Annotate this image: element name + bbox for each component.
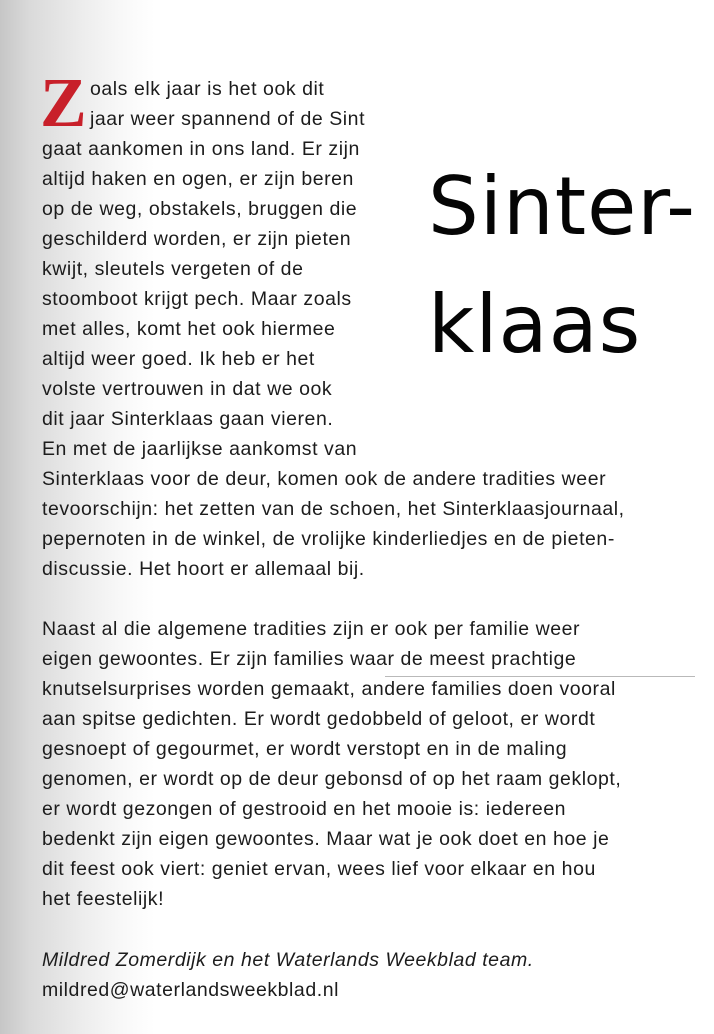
headline-line-1: Sinter- xyxy=(428,160,696,253)
text-line: dit jaar Sinterklaas gaan vieren. xyxy=(42,408,334,430)
text-line: geschilderd worden, er zijn pieten xyxy=(42,228,352,250)
paragraph-1-continued xyxy=(42,464,625,584)
text-line: altijd haken en ogen, er zijn beren xyxy=(42,168,354,190)
text-line: genomen, er wordt op de deur gebonsd of op het raam geklopt, xyxy=(42,768,622,790)
text-line: stoomboot krijgt pech. Maar zoals xyxy=(42,288,352,310)
text-line: knutselsurprises worden gemaakt, andere families doen vooral xyxy=(42,678,616,700)
text-line: eigen gewoontes. Er zijn families waar de meest prachtige xyxy=(42,648,577,670)
text-line: Sinterklaas voor de deur, komen ook de andere tradities weer xyxy=(42,468,607,490)
headline-line-2: klaas xyxy=(428,278,642,371)
text-line: gaat aankomen in ons land. Er zijn xyxy=(42,138,360,160)
text-line: bedenkt zijn eigen gewoontes. Maar wat je ook doet en hoe je xyxy=(42,828,610,850)
paragraph-1-opening xyxy=(40,65,366,464)
signature-name: Mildred Zomerdijk en het Waterlands Weekblad team. xyxy=(42,949,534,971)
signature xyxy=(42,945,534,1005)
text-line: volste vertrouwen in dat we ook xyxy=(42,378,333,400)
text-line: gesnoept of gegourmet, er wordt verstopt en in de maling xyxy=(42,738,568,760)
text-line: discussie. Het hoort er allemaal bij. xyxy=(42,558,365,580)
drop-cap: Z xyxy=(40,65,87,142)
text-line: pepernoten in de winkel, de vrolijke kinderliedjes en de pieten- xyxy=(42,528,615,550)
text-line: En met de jaarlijkse aankomst van xyxy=(42,438,358,460)
text-line: er wordt gezongen of gestrooid en het mooie is: iedereen xyxy=(42,798,567,820)
text-line: aan spitse gedichten. Er wordt gedobbeld of geloot, er wordt xyxy=(42,708,596,730)
text-line: dit feest ook viert: geniet ervan, wees lief voor elkaar en hou xyxy=(42,858,596,880)
headline xyxy=(428,148,696,384)
text-line: op de weg, obstakels, bruggen die xyxy=(42,198,358,220)
text-line: jaar weer spannend of de Sint xyxy=(90,108,366,130)
text-line: altijd weer goed. Ik heb er het xyxy=(42,348,315,370)
signature-email[interactable]: mildred@waterlandsweekblad.nl xyxy=(42,979,339,1001)
text-line: kwijt, sleutels vergeten of de xyxy=(42,258,304,280)
text-line: het feestelijk! xyxy=(42,888,165,910)
text-line: oals elk jaar is het ook dit xyxy=(90,78,325,100)
paragraph-2 xyxy=(42,614,621,914)
text-line: tevoorschijn: het zetten van de schoen, het Sinterklaasjournaal, xyxy=(42,498,625,520)
text-line: Naast al die algemene tradities zijn er ook per familie weer xyxy=(42,618,581,640)
text-line: met alles, komt het ook hiermee xyxy=(42,318,336,340)
